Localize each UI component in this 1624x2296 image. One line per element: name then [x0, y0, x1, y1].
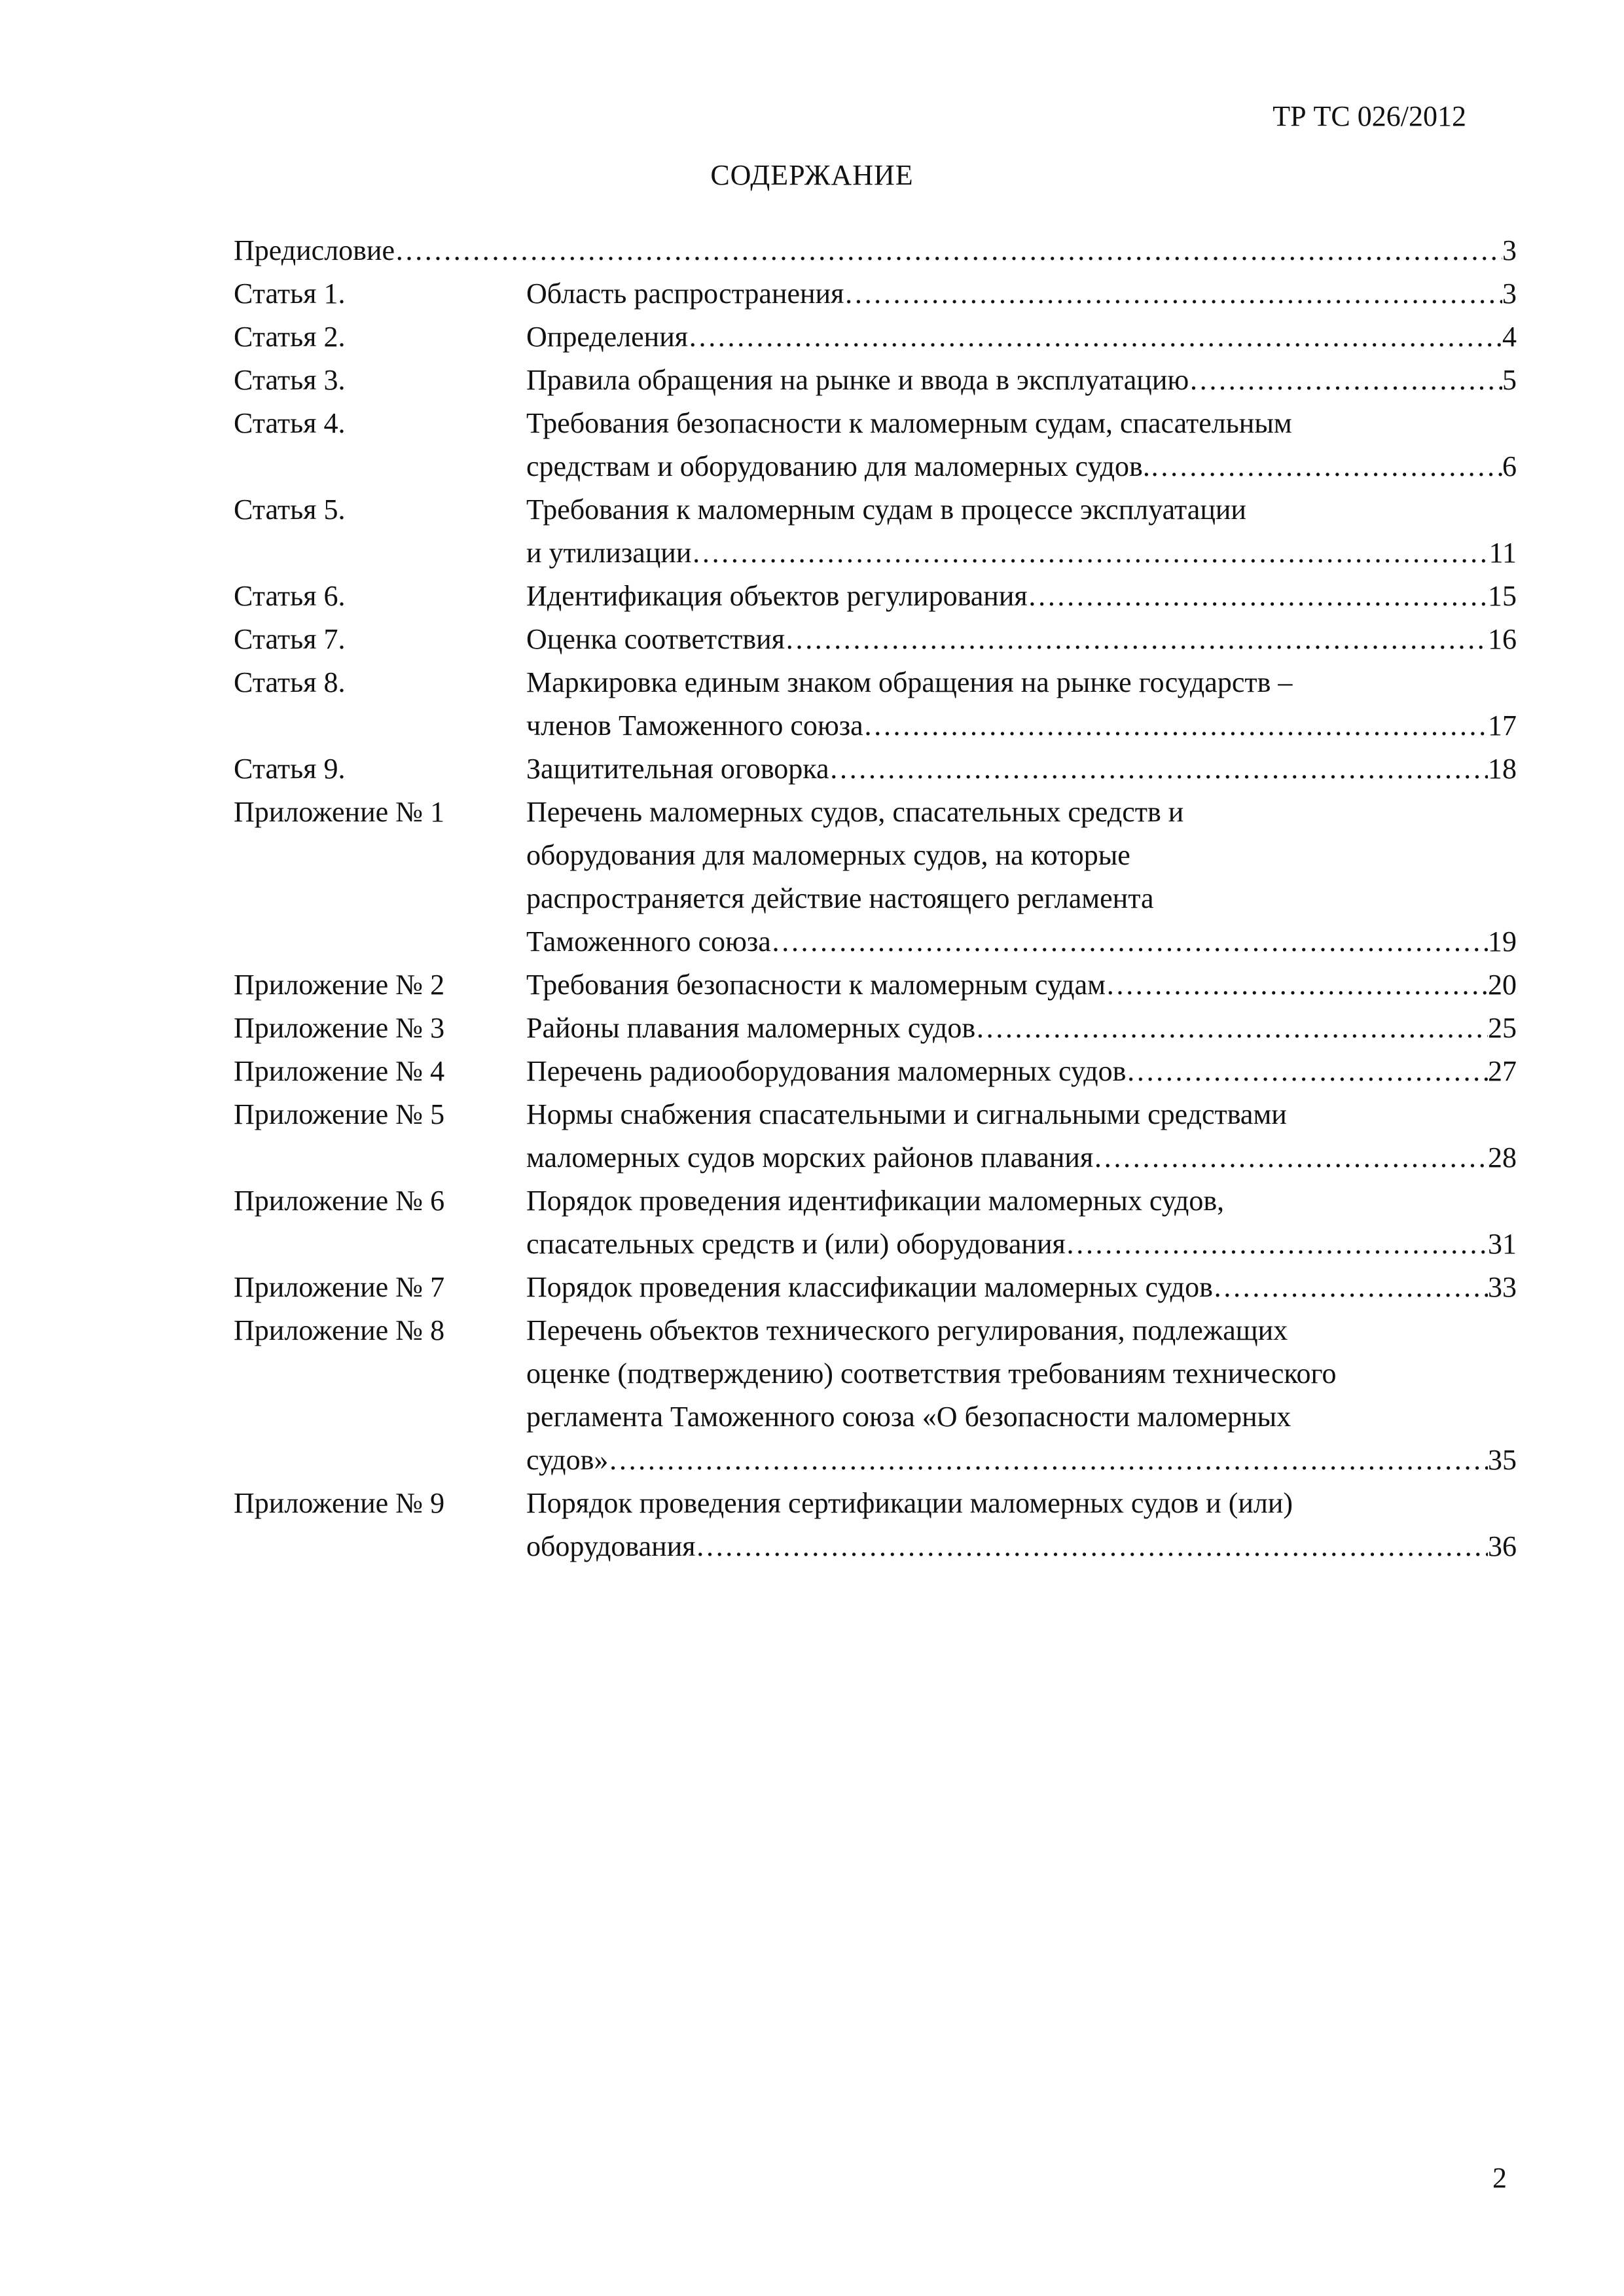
toc-entry-text: и утилизации	[526, 537, 692, 569]
toc-entry-page: 15	[1488, 580, 1517, 612]
dot-leader	[695, 1525, 1488, 1568]
toc-entry	[234, 315, 1517, 359]
toc-entry-page: 19	[1488, 925, 1517, 958]
toc-entry-last-line	[526, 704, 1517, 747]
toc-entry-text-line: оборудования для маломерных судов, на которые	[526, 839, 1130, 871]
toc-entry-last-line	[234, 229, 1517, 272]
dot-leader	[691, 531, 1489, 575]
toc-entry	[234, 1266, 1517, 1309]
dot-leader	[863, 704, 1488, 747]
toc-entry-last-line	[526, 747, 1517, 791]
toc-entry-last-line	[526, 1223, 1517, 1266]
toc-entry-body	[526, 272, 1517, 315]
toc-entry-last-line	[526, 531, 1517, 575]
toc-entry-body	[526, 315, 1517, 359]
toc-entry	[234, 1007, 1517, 1050]
dot-leader	[785, 618, 1488, 661]
toc-entry-text-line: Порядок проведения идентификации маломерных судов,	[526, 1185, 1225, 1217]
toc-entry-page: 5	[1502, 364, 1517, 396]
toc-entry-label: Статья 1.	[234, 278, 346, 310]
toc-entry-last-line	[526, 272, 1517, 315]
toc-entry-page: 11	[1489, 537, 1517, 569]
toc-entry	[234, 1093, 1517, 1179]
toc-entry-body	[526, 359, 1517, 402]
toc-entry-preface	[234, 229, 1517, 272]
toc-entry-label: Статья 2.	[234, 321, 346, 353]
dot-leader	[1189, 359, 1502, 402]
toc-entry-text: Предисловие	[234, 234, 395, 266]
toc-entry-label: Приложение № 1	[234, 796, 445, 828]
toc-entry-text-line: Требования к маломерным судам в процессе эксплуатации	[526, 493, 1246, 526]
toc-entry-label: Статья 7.	[234, 623, 346, 655]
toc-entry-text: Определения	[526, 321, 689, 353]
toc-entry	[234, 661, 1517, 747]
toc-entry	[234, 1179, 1517, 1266]
toc-entry-label: Статья 8.	[234, 666, 346, 698]
toc-entry-text-line: Требования безопасности к маломерным судам, спасательным	[526, 407, 1292, 439]
toc-entry-body	[526, 1179, 1517, 1266]
toc-entry-last-line	[526, 963, 1517, 1007]
toc-entry-label: Статья 4.	[234, 407, 346, 439]
dot-leader	[1028, 575, 1488, 618]
toc-entry-last-line	[526, 1007, 1517, 1050]
toc-entry-text-line: оценке (подтверждению) соответствия требованиям технического	[526, 1357, 1337, 1390]
toc-entry-body	[526, 618, 1517, 661]
toc-entry-last-line	[526, 1439, 1517, 1482]
toc-entry-last-line	[526, 920, 1517, 963]
toc-entry-text-line: Порядок проведения сертификации маломерных судов и (или)	[526, 1487, 1293, 1519]
dot-leader	[1106, 963, 1488, 1007]
toc-entry-body	[526, 747, 1517, 791]
toc-entry-body	[526, 1050, 1517, 1093]
toc-entry-label: Статья 6.	[234, 580, 346, 612]
toc-entry-text: Таможенного союза	[526, 925, 771, 958]
dot-leader	[1213, 1266, 1488, 1309]
dot-leader	[1126, 1050, 1488, 1093]
toc-entry-label: Статья 9.	[234, 753, 346, 785]
toc-entry-body	[526, 1266, 1517, 1309]
toc-entry-last-line	[526, 575, 1517, 618]
toc-entry-label: Приложение № 6	[234, 1185, 445, 1217]
toc-entry-last-line	[526, 1050, 1517, 1093]
toc-entry-last-line	[526, 618, 1517, 661]
toc-entry-text: судов»	[526, 1444, 609, 1476]
toc-entry-text: Правила обращения на рынке и ввода в эксплуатацию	[526, 364, 1189, 396]
toc-entry-label: Приложение № 8	[234, 1314, 445, 1346]
toc-title: СОДЕРЖАНИЕ	[710, 159, 914, 191]
dot-leader	[829, 747, 1488, 791]
toc-entry-last-line	[526, 315, 1517, 359]
toc-entry-text: членов Таможенного союза	[526, 709, 863, 742]
toc-entry-body	[526, 402, 1517, 488]
toc-entry-text: Порядок проведения классификации маломерных судов	[526, 1271, 1213, 1303]
toc-entry-text: Требования безопасности к маломерным судам	[526, 969, 1106, 1001]
toc-entry-label: Приложение № 3	[234, 1012, 445, 1044]
toc-entry-last-line	[526, 445, 1517, 488]
toc-entry-text-line: регламента Таможенного союза «О безопасности маломерных	[526, 1401, 1291, 1433]
toc-entry-page: 3	[1502, 234, 1517, 266]
toc-entry-page: 6	[1502, 450, 1517, 482]
toc-entry-label: Приложение № 4	[234, 1055, 445, 1087]
dot-leader	[771, 920, 1488, 963]
toc-entry-page: 36	[1488, 1530, 1517, 1562]
toc-entry-body	[526, 1093, 1517, 1179]
toc-entry	[234, 488, 1517, 575]
toc-entry-body	[526, 963, 1517, 1007]
toc-entry-page: 18	[1488, 753, 1517, 785]
toc-entry-text-line: Перечень маломерных судов, спасательных средств и	[526, 796, 1184, 828]
toc-entry	[234, 575, 1517, 618]
toc-entry-body	[526, 661, 1517, 747]
dot-leader	[844, 272, 1502, 315]
dot-leader	[975, 1007, 1488, 1050]
toc-entry-label: Статья 5.	[234, 493, 346, 526]
dot-leader	[608, 1439, 1488, 1482]
toc-entry-page: 28	[1488, 1141, 1517, 1174]
toc-entry-page: 35	[1488, 1444, 1517, 1476]
toc-entry-page: 33	[1488, 1271, 1517, 1303]
table-of-contents	[234, 229, 1517, 1568]
toc-entry-text: спасательных средств и (или) оборудования	[526, 1228, 1066, 1260]
toc-entry-text: Область распространения	[526, 278, 844, 310]
toc-entry-body	[526, 575, 1517, 618]
toc-entry-body	[234, 229, 1517, 272]
toc-entry-body	[526, 488, 1517, 575]
toc-entry	[234, 1482, 1517, 1568]
toc-entry-page: 27	[1488, 1055, 1517, 1087]
toc-entry-page: 20	[1488, 969, 1517, 1001]
document-code: ТР ТС 026/2012	[1272, 100, 1466, 132]
dot-leader	[1150, 445, 1502, 488]
toc-entry-text: маломерных судов морских районов плавания	[526, 1141, 1094, 1174]
toc-entry-body	[526, 791, 1517, 963]
page-number: 2	[1492, 2162, 1507, 2194]
toc-entry-page: 16	[1488, 623, 1517, 655]
toc-entry-text: Районы плавания маломерных судов	[526, 1012, 976, 1044]
toc-entry	[234, 272, 1517, 315]
toc-entry-text-line: Перечень объектов технического регулирования, подлежащих	[526, 1314, 1288, 1346]
toc-entry-body	[526, 1007, 1517, 1050]
toc-entry-label: Приложение № 2	[234, 969, 445, 1001]
toc-entry-last-line	[526, 1525, 1517, 1568]
dot-leader	[1093, 1136, 1488, 1179]
toc-entry-text-line: Нормы снабжения спасательными и сигнальными средствами	[526, 1098, 1287, 1130]
toc-entry-text: Защитительная оговорка	[526, 753, 829, 785]
toc-entry-text-line: Маркировка единым знаком обращения на рынке государств –	[526, 666, 1293, 698]
toc-entry-body	[526, 1309, 1517, 1482]
toc-entry-page: 17	[1488, 709, 1517, 742]
toc-entry	[234, 618, 1517, 661]
toc-entry	[234, 747, 1517, 791]
toc-entry-body	[526, 1482, 1517, 1568]
toc-entry	[234, 1309, 1517, 1482]
toc-entry-label: Приложение № 7	[234, 1271, 445, 1303]
toc-entry-last-line	[526, 1136, 1517, 1179]
toc-entry-page: 3	[1502, 278, 1517, 310]
dot-leader	[1066, 1223, 1488, 1266]
dot-leader	[688, 315, 1502, 359]
toc-entry-text: средствам и оборудованию для маломерных судов.	[526, 450, 1150, 482]
toc-entry-text: оборудования	[526, 1530, 696, 1562]
toc-entries	[234, 272, 1517, 1568]
toc-entry	[234, 963, 1517, 1007]
toc-entry-last-line	[526, 359, 1517, 402]
toc-entry-text: Оценка соответствия	[526, 623, 785, 655]
toc-entry	[234, 359, 1517, 402]
toc-entry-page: 31	[1488, 1228, 1517, 1260]
toc-entry-text: Перечень радиооборудования маломерных судов	[526, 1055, 1127, 1087]
toc-entry	[234, 402, 1517, 488]
toc-entry-label: Приложение № 5	[234, 1098, 445, 1130]
toc-entry-text: Идентификация объектов регулирования	[526, 580, 1028, 612]
toc-entry	[234, 1050, 1517, 1093]
toc-entry	[234, 791, 1517, 963]
toc-entry-page: 25	[1488, 1012, 1517, 1044]
toc-entry-text-line: распространяется действие настоящего регламента	[526, 882, 1154, 914]
toc-entry-label: Приложение № 9	[234, 1487, 445, 1519]
toc-entry-label: Статья 3.	[234, 364, 346, 396]
toc-entry-last-line	[526, 1266, 1517, 1309]
dot-leader	[395, 229, 1502, 272]
toc-entry-page: 4	[1502, 321, 1517, 353]
